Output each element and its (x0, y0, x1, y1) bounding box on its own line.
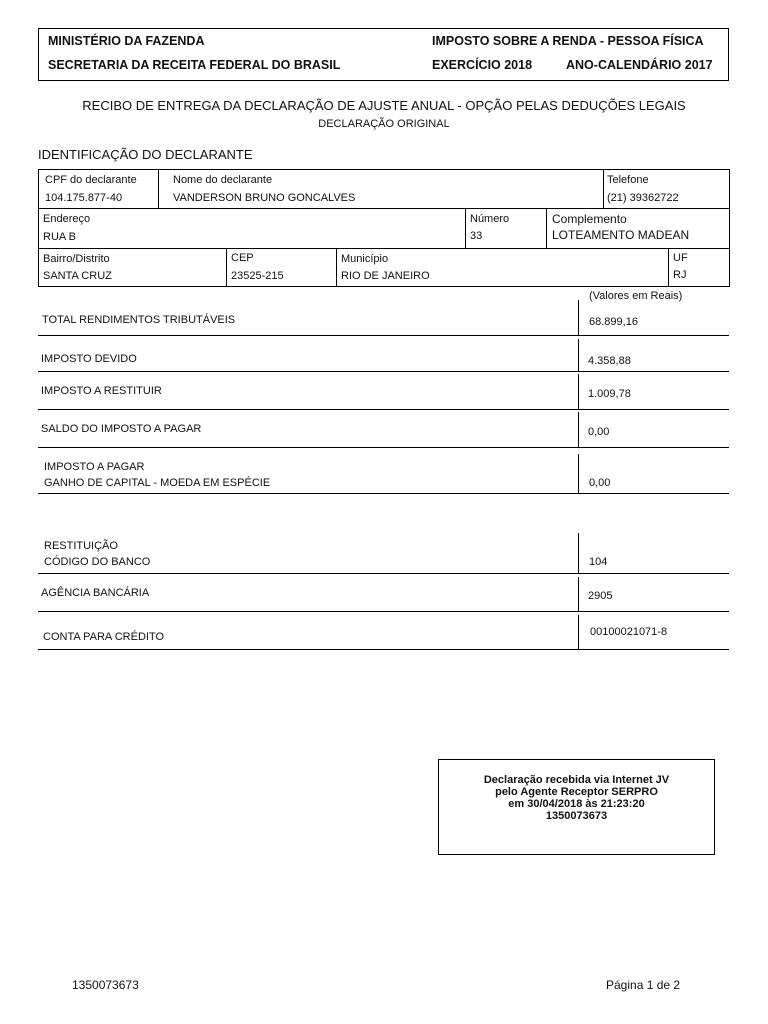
cell-divider (158, 169, 159, 208)
cell-divider (668, 248, 669, 287)
exercise-year: EXERCÍCIO 2018 (432, 58, 533, 72)
row-divider (38, 371, 729, 372)
cep-value: 23525-215 (231, 270, 284, 282)
value-divider (578, 412, 579, 447)
uf-value: RJ (673, 269, 687, 281)
bank-code-label: CÓDIGO DO BANCO (44, 556, 151, 568)
account-value: 00100021071-8 (590, 626, 668, 638)
row-divider (38, 573, 729, 574)
district-label: Bairro/Distrito (43, 253, 110, 265)
value-divider (578, 615, 579, 649)
agency-value: 2905 (588, 590, 613, 602)
receipt-line-4: 1350073673 (545, 810, 608, 822)
footer-number: 1350073673 (72, 978, 139, 992)
restitution-label: RESTITUIÇÃO (44, 540, 118, 552)
value-divider (578, 300, 579, 335)
receipt-line-2: pelo Agente Receptor SERPRO (495, 786, 658, 798)
capital-gain-label: GANHO DE CAPITAL - MOEDA EM ESPÉCIE (44, 477, 271, 489)
phone-label: Telefone (607, 174, 649, 186)
address-value: RUA B (43, 231, 77, 243)
bank-code-value: 104 (589, 556, 608, 568)
row-divider (38, 611, 729, 612)
row-divider (38, 409, 729, 410)
currency-note: (Valores em Reais) (589, 290, 683, 302)
complement-label: Complemento (552, 212, 627, 226)
uf-label: UF (673, 252, 688, 264)
name-value: VANDERSON BRUNO GONCALVES (173, 192, 356, 204)
page-number: Página 1 de 2 (606, 978, 681, 992)
receipt-line-1: Declaração recebida via Internet JV (483, 774, 670, 786)
number-label: Número (470, 213, 510, 225)
tax-payable-value: 0,00 (589, 477, 611, 489)
secretariat-title: SECRETARIA DA RECEITA FEDERAL DO BRASIL (48, 58, 341, 72)
tax-due-label: IMPOSTO DEVIDO (41, 353, 137, 365)
calendar-year: ANO-CALENDÁRIO 2017 (566, 58, 713, 72)
tax-due-value: 4.358,88 (588, 355, 631, 367)
receipt-line-3: em 30/04/2018 às 21:23:20 (508, 798, 645, 810)
refund-value: 1.009,78 (588, 388, 631, 400)
city-label: Município (341, 253, 389, 265)
cep-label: CEP (231, 252, 254, 264)
value-divider (578, 339, 579, 371)
name-label: Nome do declarante (173, 174, 273, 186)
value-divider (578, 577, 579, 611)
refund-label: IMPOSTO A RESTITUIR (41, 385, 162, 397)
cell-divider (546, 208, 547, 248)
receipt-stamp-box (438, 759, 715, 855)
cpf-value: 104.175.877-40 (45, 192, 123, 204)
row-divider (38, 447, 729, 448)
phone-value: (21) 39362722 (607, 192, 679, 204)
value-divider (578, 454, 579, 493)
value-divider (578, 533, 579, 573)
complement-value: LOTEAMENTO MADEAN (552, 228, 690, 242)
identification-section-title: IDENTIFICAÇÃO DO DECLARANTE (38, 147, 253, 162)
cell-divider (465, 208, 466, 248)
total-income-label: TOTAL RENDIMENTOS TRIBUTÁVEIS (42, 314, 236, 326)
balance-value: 0,00 (588, 426, 610, 438)
document-title: RECIBO DE ENTREGA DA DECLARAÇÃO DE AJUSTE ANUAL - OPÇÃO PELAS DEDUÇÕES LEGAIS (82, 98, 686, 113)
cell-divider (336, 248, 337, 287)
row-divider (38, 493, 729, 494)
identification-row-divider-1 (38, 208, 730, 209)
ministry-title: MINISTÉRIO DA FAZENDA (48, 34, 205, 48)
number-value: 33 (470, 230, 483, 242)
cell-divider (226, 248, 227, 287)
district-value: SANTA CRUZ (43, 270, 112, 282)
total-income-value: 68.899,16 (589, 316, 638, 328)
value-divider (578, 374, 579, 409)
address-label: Endereço (43, 213, 91, 225)
city-value: RIO DE JANEIRO (341, 270, 430, 282)
identification-row-divider-2 (38, 248, 730, 249)
document-subtitle: DECLARAÇÃO ORIGINAL (318, 118, 450, 130)
tax-payable-label: IMPOSTO A PAGAR (44, 461, 145, 473)
cell-divider (603, 169, 604, 208)
balance-label: SALDO DO IMPOSTO A PAGAR (41, 423, 202, 435)
row-divider (38, 335, 729, 336)
row-divider (38, 649, 729, 650)
account-label: CONTA PARA CRÉDITO (43, 631, 165, 643)
tax-title: IMPOSTO SOBRE A RENDA - PESSOA FÍSICA (432, 34, 704, 48)
cpf-label: CPF do declarante (45, 174, 137, 186)
agency-label: AGÊNCIA BANCÁRIA (41, 587, 150, 599)
